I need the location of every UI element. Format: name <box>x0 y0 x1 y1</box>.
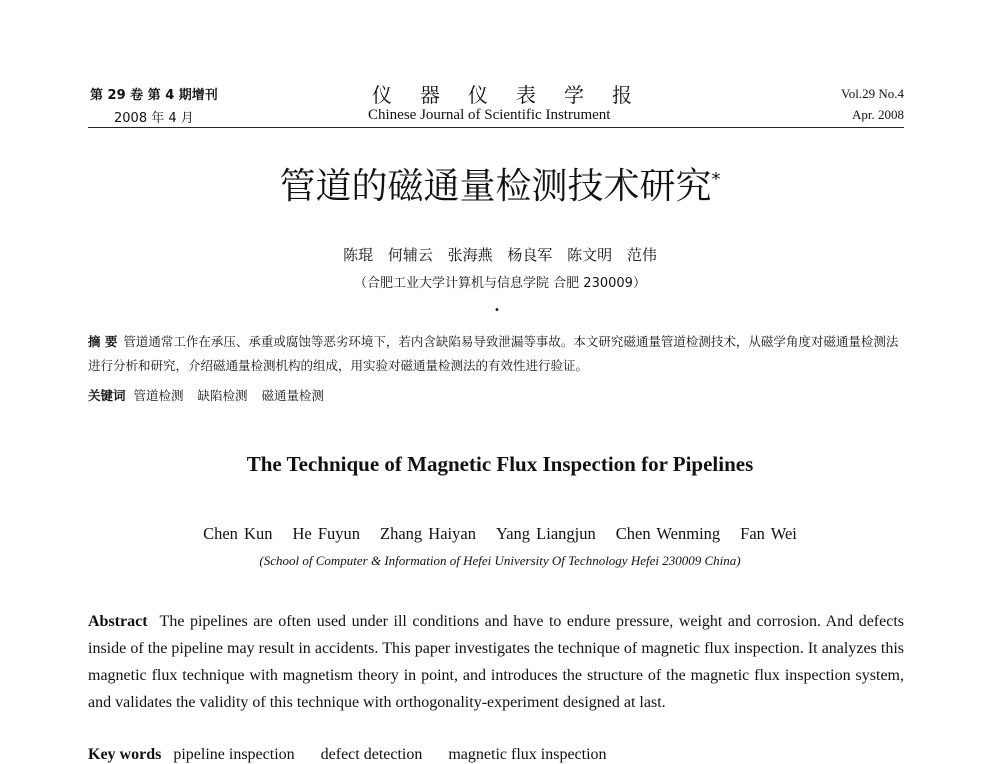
affiliation-en: (School of Computer & Information of Hefei University Of Technology Hefei 230009 China) <box>259 553 741 568</box>
keyword-en: pipeline inspection <box>173 746 295 763</box>
keywords-en <box>88 746 904 764</box>
keywords-cn-label: 关键词 <box>88 388 126 403</box>
keyword-en: magnetic flux inspection <box>448 746 607 763</box>
author-en: Fan Wei <box>740 524 797 543</box>
paper-title-cn-text: 管道的磁通量检测技术研究 <box>279 166 712 207</box>
keyword-cn: 磁通量检测 <box>261 388 325 403</box>
author-en: Zhang Haiyan <box>380 524 476 543</box>
volume-issue-en: Vol.29 No.4 <box>841 86 904 101</box>
author-en: Yang Liangjun <box>495 524 596 543</box>
abstract-cn-label: 摘 要 <box>88 334 118 349</box>
author-en: Chen Wenming <box>615 524 721 543</box>
date-en: Apr. 2008 <box>852 107 904 122</box>
paper-title-cn <box>0 158 1000 209</box>
keyword-cn: 缺陷检测 <box>197 388 248 403</box>
author-en: Chen Kun <box>203 524 273 543</box>
keyword-cn: 管道检测 <box>133 388 184 403</box>
keywords-cn <box>88 386 904 404</box>
date-cn: 2008 年 4 月 <box>114 111 194 126</box>
header-rule <box>88 127 904 128</box>
abstract-en <box>88 608 904 716</box>
abstract-en-text: The pipelines are often used under ill conditions and have to endure pressure, weight and corrosion. And defects inside of the pipeline may result in accidents. This paper investigates the technique of magnetic flux inspection. It analyzes this magnetic flux technique with magnetism theory in point, and introduces the structure of the magnetic flux inspection system, and validates the validity of this technique with orthogonality-experiment designed at last. <box>88 613 904 711</box>
author-en: He Fuyun <box>292 524 361 543</box>
abstract-cn-text: 管道通常工作在承压、承重或腐蚀等恶劣环境下，若内含缺陷易导致泄漏等事故。本文研究磁通量管道检测技术，从磁学角度对磁通量检测法进行分析和研究，介绍磁通量检测机构的组成，用实验对磁通量检测法的有效性进行验证。 <box>88 334 899 373</box>
authors-en <box>0 524 1000 544</box>
authors-cn: 陈琨 何辅云 张海燕 杨良军 陈文明 范伟 <box>343 246 657 264</box>
abstract-en-label: Abstract <box>88 613 148 630</box>
keywords-en-label: Key words <box>88 746 162 763</box>
volume-issue-cn: 第 29 卷 第 4 期增刊 <box>90 88 218 103</box>
paper-title-en: The Technique of Magnetic Flux Inspection for Pipelines <box>246 452 754 476</box>
title-footnote-mark: * <box>711 169 721 190</box>
stray-dot: • <box>494 305 500 316</box>
journal-name-en: Chinese Journal of Scientific Instrument <box>368 107 611 123</box>
abstract-cn <box>88 330 904 378</box>
journal-name-cn: 仪器仪表学报 <box>372 83 660 107</box>
keyword-en: defect detection <box>320 746 423 763</box>
affiliation-cn: （合肥工业大学计算机与信息学院 合肥 230009） <box>354 276 646 291</box>
